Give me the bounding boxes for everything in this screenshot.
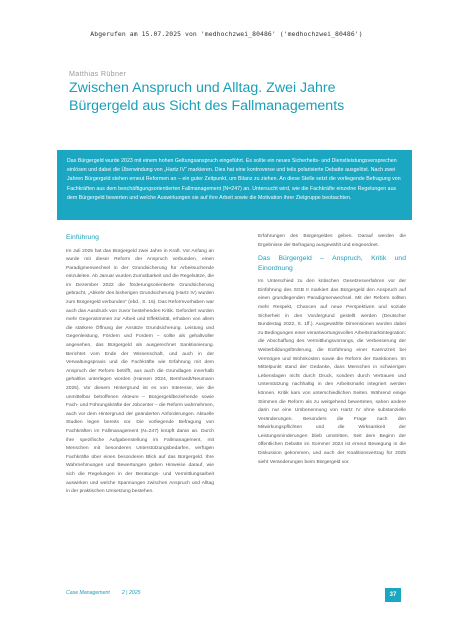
abstract-box [57,150,412,220]
right-column [258,233,406,467]
journal-name: Case Management [66,590,110,596]
page-number-badge: 37 [385,588,401,602]
abstract-text: Das Bürgergeld wurde 2023 mit einem hohen Geltungsanspruch eingeführt. Es sollte ein neues Sicherheits- und Dienstleistungsversprechen einlösen und dabei die Überwindung von „Hartz IV“ markieren. Dies hat eine kontroverse und teils polarisierte Debatte ausgelöst. Nach zwei Jahren Bürgergeld stehen erneut Reformen an – ein guter Zeitpunkt, um Bilanz zu ziehen. An diese Stelle setzt die vorliegende Befragung von Fachkräften aus dem beschäftigungsorientierten Fallmanagement (N=247) an. Untersucht wird, wie die Fachkräfte einzelne Regelungen aus dem Bürgergeld bewerten und welche Auswirkungen sie auf ihre Arbeit sowie die Motivation ihrer Zielgruppe beobachten. [67,158,401,201]
article-title: Zwischen Anspruch und Alltag. Zwei Jahre Bürgergeld aus Sicht des Fallmanagements [69,80,345,114]
right-column-intro: Erfahrungen des Bürgergeldes geben. Darauf werden die Ergebnisse der Befragung ausgewählt und eingeordnet. [258,234,406,248]
left-column [66,233,214,497]
left-column-body: Im Juli 2025 hat das Bürgergeld zwei Jahre in Kraft. Vor Anfang an wurde mit dieser Reform der Anspruch verbunden, einen Paradigmenwechsel in der Grundsicherung für Arbeitsuchende einzuleiten. Ab Januar wurden Zumutbarkeit und die Regelsätze, die im Dezember 2022 die förderungsorientierte Grundsicherung gebracht, „Abkehr des bisherigen Grundsicherung (Hartz IV) wurden zum Bürgergeld verbunden“ (ebd., S. 15). Das Reformvorhaben war auch das Ausdruck von zuvor bestehenden Kritik. Gefordert wurden mehr Gegenstimmen zur Arbeit und Effektivität, erhaben von allem die stärkere Öffnung der Ansätze Grundsicherung. Leistung und Gegenleistung, Fördern und Fordern – sollte als gehaltvoller angesehen, das Bürgergeld als ausgerechnet Sanktionierung. Berichtet vom Ende der Wissenschaft, und auch in der Verwaltungspraxis und die Fachkräfte wie Erfahrung mit dem Anspruch der Reform betrifft, aus auch die Grundlagen innerhalb gehaltlos unterlegen worden (Hansen 2024, Bernhardt/Neumann 2025). Vor diesem Hintergrund ist es von Interesse, wie die unmittelbar betroffenen Akteure – Bürgergeldbeziehende sowie Fach- und Führungskräfte der Jobcenter – die Reform wahrnehmen, auch vor dem Hintergrund der geänderten Anforderungen. Aktuelle Studien legen bereits vor. Die vorliegende Befragung von Fachkräften im Fallmanagement (N=247) knüpft daran an. Durch ihre spezifische Aufgabenstellung im Fallmanagement, mit Menschen mit besonderen Unterstützungsbedarfen, verfügen Fachkräfte über einen besonderen Blick auf das Bürgergeld. Ihre Wahrnehmungen und Bewertungen geben Hinweise darauf, wie sich die Regelungen in der Beratungs- und Vermittlungsarbeit auswirken und welche Spannungen zwischen Anspruch und Alltag in der praktischen Umsetzung bestehen. [66,248,214,495]
section-heading-introduction: Einführung [66,234,99,241]
right-column-body: Im Unterschied zu den kritischen Gesetzesverfahren vor der Einführung des SGB II markiert das Bürgergeld den Anspruch auf einen grundlegenden Paradigmenwechsel. Mit der Reform sollten mehr Respekt, Chancen auf neue Perspektiven und soziale Sicherheit in den Vordergrund gestellt werden (Deutscher Bundestag 2022, S. 1ff.). Ausgewählte Dimensionen wurden dabei zu Bedingungen einer verantwortungsvollen Arbeitsmarktintegration: die Abschaffung des Vermittlungsvorrangs, die Verbesserung der Weiterbildungsförderung, die Einführung einer Karenzzeit bei Vermögen und Wohnkosten sowie die Reform der Sanktionen. Im Mittelpunkt stand der Gedanke, dass Menschen in schwierigen Lebenslagen nicht durch Druck, sondern durch Vertrauen und Unterstützung nachhaltig in den Arbeitsmarkt integriert werden können. Kritik kam von unterschiedlichen Seiten. Während einige Stimmen die Reform als zu weitgehend bewerteten, sahen andere darin nur eine Umbenennung von Hartz IV ohne substanzielle Veränderungen. Besonders die Frage nach den Mitwirkungspflichten und die Wirksamkeit der Leistungsminderungen blieb umstritten. Seit dem Beginn der öffentlichen Debatte im Sommer 2024 ist erneut Bewegung in die Diskussion gekommen, und auch der Koalitionsvertrag für 2025 sieht Veränderungen beim Bürgergeld vor. [258,279,406,465]
author-name: Matthias Rübner [69,69,127,78]
section-heading-claim: Das Bürgergeld – Anspruch, Kritik und Einordnung [258,255,406,272]
journal-footer [66,590,141,596]
journal-issue: 2 | 2025 [121,590,141,596]
download-note: Abgerufen am 15.07.2025 von 'medhochzwei_80486' ('medhochzwei_80486') [90,30,363,38]
